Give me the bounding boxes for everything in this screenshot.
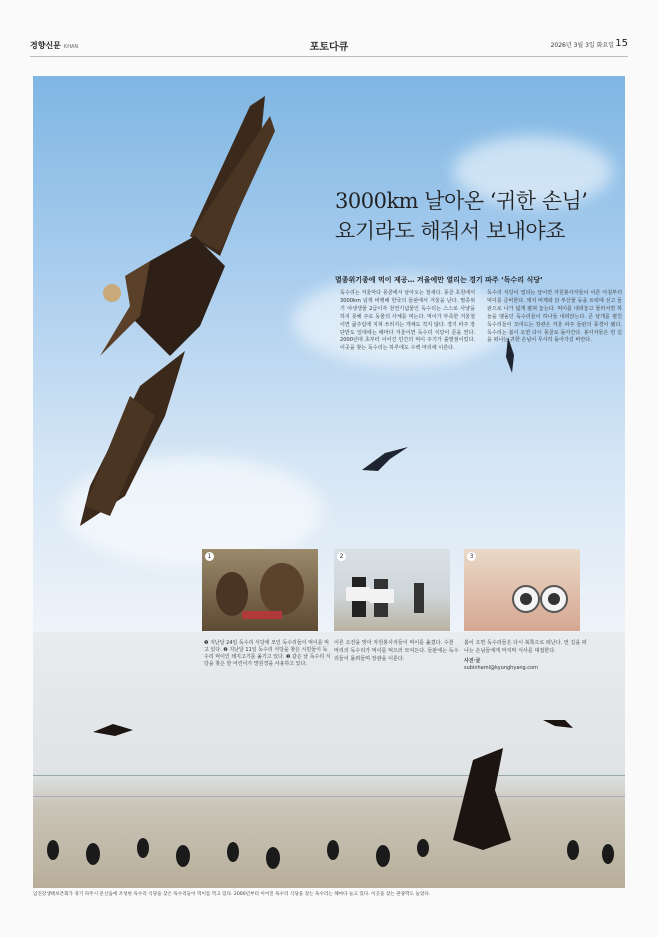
article-column: 이른 오전을 맞아 자원봉사자들이 먹이를 옮겼다. 수천 마리의 독수리가 먹이를 먹으러 모여든다. 들판에는 독수리들이 몰려들며 장관을 이룬다. <box>334 640 459 662</box>
photo-number: 2 <box>337 552 346 561</box>
page-number: 15 <box>615 38 628 49</box>
section-title: 포토다큐 <box>309 42 349 53</box>
subheadline: 멸종위기종에 먹이 제공… 겨울에만 열리는 경기 파주 ‘독수리 식당’ <box>335 276 543 284</box>
main-photo-caption: 임진강생태보존회가 경기 파주시 문산읍에 조성한 독수리 식당을 찾은 독수리들이 먹이를 먹고 있다. 2000년부터 이어진 독수리 식당을 찾는 독수리는 해마다 늘고 있다. 이곳을 찾는 관광객도 늘었다. <box>33 892 431 897</box>
inset-photo <box>464 549 580 631</box>
flying-eagle-small-icon <box>360 445 410 475</box>
paper-logo: 경향신문 KHAN <box>30 41 79 50</box>
photo-child-binoculars-icon <box>464 549 580 631</box>
headline: 3000km 날아온 ‘귀한 손님’ 요기라도 해줘서 보내야죠 <box>335 189 588 243</box>
photo-eagles-feeding-icon <box>202 549 318 631</box>
article-column: 독수리는 겨울마다 몽골에서 날아오는 철새다. 몽골 초원에서 3000km 넘게 비행해 한국의 들판에서 겨울을 난다. 멸종위기 야생생물 2급이자 천연기념물인 독수리는 스스로 사냥을 하지 못해 주로 동물의 사체를 먹는다. 먹이가 부족한 겨울철이면 굶주림에 지쳐 쓰러지는 개체도 적지 않다. 경기 파주 장단반도 일대에는 해마다 겨울이면 독수리 식당이 문을 연다. 2000년대 초부터 이어진 민간의 먹이 주기가 출발점이었다. 이곳을 찾는 독수리는 하루에도 수백 마리에 이른다. <box>340 290 475 352</box>
article-column: 봄이 오면 독수리들은 다시 북쪽으로 떠난다. 먼 길을 떠나는 손님들에게 마지막 식사를 대접한다. 사진·글 subinhaml@kyunghyang.com <box>464 640 589 673</box>
photo-caption: ❶ 지난달 24일 독수리 식당에 모인 독수리들이 먹이를 먹고 있다. ❷ 지난달 11일 독수리 식당을 찾은 시민들이 독수리 먹이인 돼지고기를 옮기고 있다. ❸ 같은 날 독수리 식당을 찾은 한 어린이가 망원경을 사용하고 있다. <box>204 640 331 667</box>
issue-date: 2026년 3월 3일 화요일 <box>550 42 614 49</box>
header-rule <box>30 56 628 57</box>
inset-photo <box>202 549 318 631</box>
soaring-eagle-icon <box>70 86 280 536</box>
page-header <box>30 38 628 54</box>
eagles-on-field-icon <box>33 720 625 888</box>
byline: 사진·글 subinhaml@kyunghyang.com <box>464 657 538 672</box>
photo-number: 1 <box>205 552 214 561</box>
photo-number: 3 <box>467 552 476 561</box>
inset-photo <box>334 549 450 631</box>
article-column: 독수리 식당이 열리는 날이면 자원봉사자들이 이른 아침부터 먹이를 준비한다. 돼지 비계와 닭 부산물 등을 트럭에 싣고 들판으로 나가 넓게 펼쳐 놓는다. 먹이를 내려놓고 물러서면 하늘을 맴돌던 독수리들이 하나둘 내려앉는다. 큰 날개를 펼친 독수리들이 모여드는 장관은 겨울 파주 들판의 풍경이 됐다. 독수리는 봄이 오면 다시 몽골로 돌아간다. 봉사자들은 먼 길을 떠나는 귀한 손님이 무사히 돌아가길 바란다. <box>487 290 622 344</box>
photo-volunteers-carrying-food-icon <box>334 549 450 631</box>
